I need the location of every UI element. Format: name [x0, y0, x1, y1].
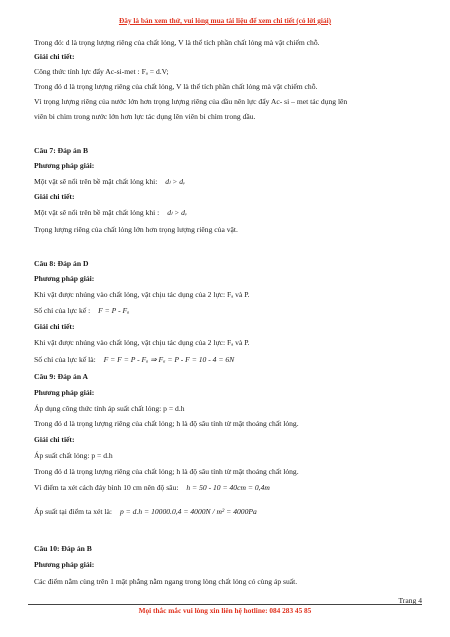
body-line: Các điểm nằm cùng trên 1 mặt phẳng nằm ngang trong lòng chất lỏng có cùng áp suất. [34, 577, 298, 586]
body-line: Khi vật được nhúng vào chất lỏng, vật chịu tác dụng của 2 lực: Fₐ và P. [34, 290, 250, 299]
question-heading: Câu 9: Đáp án A [34, 372, 89, 381]
body-line: Trong đó d là trọng lượng riêng của chất lỏng; h là độ sâu tính từ mặt thoáng chất lỏng. [34, 419, 299, 428]
section-heading: Giải chi tiết: [34, 192, 75, 201]
preview-banner: Đây là bản xem thử, vui lòng mua tài liệu để xem chi tiết (có lời giải) [118, 16, 332, 25]
question-heading: Câu 8: Đáp án D [34, 259, 89, 268]
body-line: Công thức tính lực đẩy Ac-si-met : Fₐ = d.V; [34, 67, 169, 76]
body-line: Khi vật được nhúng vào chất lỏng, vật chịu tác dụng của 2 lực: Fₐ và P. [34, 338, 250, 347]
formula: F = P - Fₐ [98, 306, 130, 315]
body-line-with-formula [34, 208, 187, 217]
section-heading: Phương pháp giải: [34, 274, 95, 283]
formula: F = F = P - Fₐ ⇒ Fₐ = P - F = 10 - 4 = 6N [103, 355, 235, 364]
body-line: Vì trọng lượng riêng của nước lớn hơn trọng lượng riêng của dầu nên lực đẩy Ac- si – met tác dụng lên [34, 97, 348, 106]
body-line: Trong đó d là trọng lượng riêng của chất lỏng; h là độ sâu tính từ mặt thoáng chất lỏng. [34, 467, 299, 476]
hotline-footer: Mọi thắc mắc vui lòng xin liên hệ hotline: 084 283 45 85 [138, 606, 312, 615]
body-line-with-formula [34, 507, 257, 516]
body-line: Áp suất chất lỏng: p = d.h [34, 451, 113, 460]
question-heading: Câu 10: Đáp án B [34, 544, 92, 553]
body-line-with-formula [34, 355, 234, 364]
body-line-with-formula [34, 177, 185, 186]
body-line-with-formula [34, 483, 270, 492]
body-text: Một vật sẽ nổi trên bề mặt chất lỏng khi : [34, 208, 160, 217]
section-heading: Giải chi tiết: [34, 52, 75, 61]
section-heading: Phương pháp giải: [34, 388, 95, 397]
body-text: Số chỉ của lực kế : [34, 306, 91, 315]
body-text: Một vật sẽ nổi trên bề mặt chất lỏng khi: [34, 177, 158, 186]
body-line: Trong đó d là trọng lượng riêng của chất lỏng, V là thể tích phần chất lỏng mà vật chiếm chỗ. [34, 82, 318, 91]
formula: h = 50 - 10 = 40cm = 0,4m [186, 483, 270, 492]
footer-divider [28, 604, 422, 605]
body-text: Áp suất tại điểm ta xét là: [34, 507, 113, 516]
body-line: Áp dụng công thức tính áp suất chất lỏng: p = d.h [34, 404, 185, 413]
body-line-with-formula [34, 306, 129, 315]
formula: dₗ > dᵥ [167, 208, 188, 217]
body-line: viên bi chìm trong nước lớn hơn lực tác dụng lên viên bi chìm trong dầu. [34, 112, 256, 121]
section-heading: Phương pháp giải: [34, 161, 95, 170]
formula: dₗ > dᵥ [165, 177, 186, 186]
body-line: Trong đó: d là trọng lượng riêng của chất lỏng, V là thể tích phần chất lỏng mà vật chiếm chỗ. [34, 38, 320, 47]
formula: p = d.h = 10000.0,4 = 4000N / m² = 4000Pa [119, 507, 257, 516]
section-heading: Phương pháp giải: [34, 560, 95, 569]
question-heading: Câu 7: Đáp án B [34, 146, 89, 155]
body-text: Vì điểm ta xét cách đáy bình 10 cm nên độ sâu: [34, 483, 179, 492]
body-text: Số chỉ của lực kế là: [34, 355, 96, 364]
body-line: Trọng lượng riêng của chất lỏng lớn hơn trọng lượng riêng của vật. [34, 225, 238, 234]
section-heading: Giải chi tiết: [34, 322, 75, 331]
section-heading: Giải chi tiết: [34, 435, 75, 444]
page-number: Trang 4 [398, 596, 422, 605]
